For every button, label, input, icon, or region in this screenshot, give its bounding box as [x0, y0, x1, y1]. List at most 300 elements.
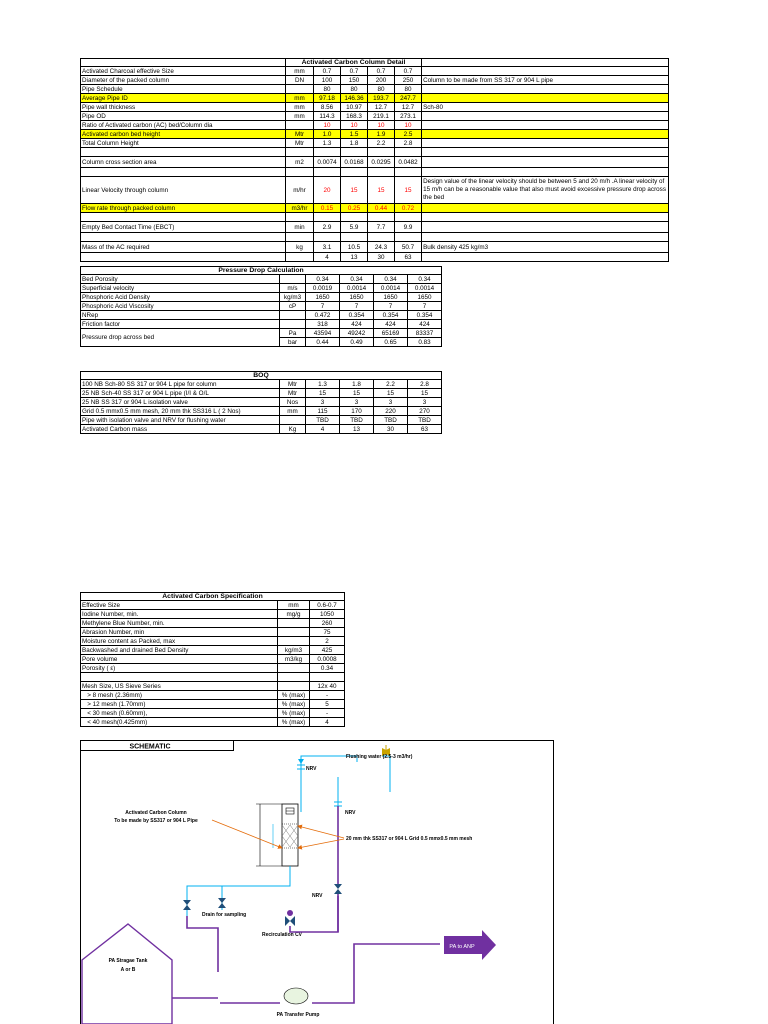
detail-row — [81, 85, 669, 94]
detail-value: 80 — [395, 85, 422, 94]
detail-unit: DN — [286, 76, 314, 85]
pressure-unit: m/s — [280, 284, 306, 293]
detail-value: 2.9 — [314, 222, 341, 233]
boq-unit: mm — [280, 407, 306, 416]
transfer-pump-icon — [284, 988, 308, 1004]
detail-unit: mm — [286, 94, 314, 103]
detail-value: 150 — [341, 76, 368, 85]
spec-value: 12x 40 — [310, 682, 345, 691]
pressure-unit: cP — [280, 302, 306, 311]
spec-label — [81, 673, 278, 682]
spec-unit: % (max) — [278, 709, 310, 718]
boq-label: 100 NB Sch-80 SS 317 or 904 L pipe for column — [81, 380, 280, 389]
detail-label — [81, 233, 286, 242]
schematic-title: SCHEMATIC — [129, 743, 171, 751]
column-label-2: To be made by SS317 or 904 L Pipe — [114, 818, 198, 824]
pressure-label: Phosphoric Acid Viscosity — [81, 302, 280, 311]
spec-value: 0.6-0.7 — [310, 601, 345, 610]
detail-value: 250 — [395, 76, 422, 85]
detail-note — [422, 85, 669, 94]
pressure-row — [81, 302, 442, 311]
detail-value: 193.7 — [368, 94, 395, 103]
pressure-value: 424 — [374, 320, 408, 329]
detail-label: Linear Velocity through column — [81, 177, 286, 204]
pressure-value: 0.0019 — [306, 284, 340, 293]
pressure-value: 0.34 — [408, 275, 442, 284]
boq-value: 15 — [374, 389, 408, 398]
detail-note — [422, 213, 669, 222]
spec-value: 425 — [310, 646, 345, 655]
spec-row — [81, 700, 345, 709]
pressure-value: 0.34 — [374, 275, 408, 284]
tank-label-1: PA Stragae Tank — [108, 958, 148, 964]
detail-value: 114.3 — [314, 112, 341, 121]
detail-unit: min — [286, 222, 314, 233]
pressure-value: 318 — [306, 320, 340, 329]
detail-value: 10 — [314, 121, 341, 130]
spec-value: 1050 — [310, 610, 345, 619]
spec-unit — [278, 673, 310, 682]
detail-note — [422, 253, 669, 262]
carbon-specification-table — [80, 592, 345, 727]
spec-value: - — [310, 691, 345, 700]
detail-value: 63 — [395, 253, 422, 262]
boq-value: 2.2 — [374, 380, 408, 389]
detail-value: 0.7 — [368, 67, 395, 76]
detail-value — [368, 213, 395, 222]
pressure-row — [81, 284, 442, 293]
detail-unit — [286, 85, 314, 94]
detail-value: 0.0168 — [341, 157, 368, 168]
detail-value: 247.7 — [395, 94, 422, 103]
pressure-value: 7 — [374, 302, 408, 311]
detail-value — [341, 148, 368, 157]
detail-value — [314, 168, 341, 177]
pressure-value: 0.354 — [408, 311, 442, 320]
detail-unit: m/hr — [286, 177, 314, 204]
detail-value — [368, 168, 395, 177]
detail-value: 5.9 — [341, 222, 368, 233]
inlet-valve-icon — [183, 900, 191, 910]
nrv-lower-icon — [334, 884, 342, 894]
detail-unit: Mtr — [286, 139, 314, 148]
schematic-diagram — [80, 740, 554, 1024]
pressure-drop-pa-value: 43594 — [306, 329, 340, 338]
boq-table — [80, 371, 442, 434]
boq-value: 30 — [374, 425, 408, 434]
detail-value: 10.5 — [341, 242, 368, 253]
detail-value: 0.0074 — [314, 157, 341, 168]
boq-value: 3 — [306, 398, 340, 407]
pressure-value: 424 — [408, 320, 442, 329]
pressure-unit — [280, 311, 306, 320]
spec-label: > 12 mesh (1.70mm) — [81, 700, 278, 709]
detail-unit: m2 — [286, 157, 314, 168]
detail-label: Column cross section area — [81, 157, 286, 168]
spec-unit: % (max) — [278, 691, 310, 700]
detail-value: 168.3 — [341, 112, 368, 121]
boq-value: 15 — [306, 389, 340, 398]
pressure-value: 0.34 — [340, 275, 374, 284]
pressure-row — [81, 293, 442, 302]
detail-value: 9.9 — [395, 222, 422, 233]
spec-value: 4 — [310, 718, 345, 727]
spec-row — [81, 655, 345, 664]
detail-row — [81, 94, 669, 103]
detail-note: Sch-80 — [422, 103, 669, 112]
detail-value: 50.7 — [395, 242, 422, 253]
spec-row — [81, 619, 345, 628]
pressure-value: 0.34 — [306, 275, 340, 284]
detail-value — [395, 213, 422, 222]
detail-row — [81, 103, 669, 112]
spec-label: Effective Size — [81, 601, 278, 610]
spec-row — [81, 601, 345, 610]
detail-value: 0.7 — [314, 67, 341, 76]
detail-label: Pipe Schedule — [81, 85, 286, 94]
detail-title-spacer — [81, 59, 286, 67]
detail-value: 10 — [341, 121, 368, 130]
detail-value — [341, 213, 368, 222]
detail-row — [81, 76, 669, 85]
detail-note — [422, 121, 669, 130]
pressure-drop-bar-value: 0.49 — [340, 338, 374, 347]
detail-value: 1.8 — [341, 139, 368, 148]
detail-row — [81, 157, 669, 168]
pressure-value: 0.354 — [374, 311, 408, 320]
pressure-drop-unit-pa: Pa — [280, 329, 306, 338]
column-label-1: Activated Carbon Column — [125, 810, 187, 816]
spec-row — [81, 709, 345, 718]
boq-value: 2.8 — [408, 380, 442, 389]
detail-unit — [286, 233, 314, 242]
spec-unit: mm — [278, 601, 310, 610]
dimension-lines — [256, 804, 282, 866]
detail-row — [81, 139, 669, 148]
spec-unit: m3/kg — [278, 655, 310, 664]
spec-label: Pore volume — [81, 655, 278, 664]
boq-value: 13 — [340, 425, 374, 434]
detail-row — [81, 213, 669, 222]
boq-label: 25 NB Sch-40 SS 317 or 904 L pipe (I/I & O/L — [81, 389, 280, 398]
detail-value: 15 — [395, 177, 422, 204]
detail-row — [81, 168, 669, 177]
pressure-drop-table — [80, 266, 442, 347]
detail-unit — [286, 168, 314, 177]
detail-unit: kg — [286, 242, 314, 253]
detail-value: 10 — [368, 121, 395, 130]
boq-value: 15 — [340, 389, 374, 398]
spec-label: < 40 mesh(0.425mm) — [81, 718, 278, 727]
spec-unit — [278, 682, 310, 691]
detail-value: 146.36 — [341, 94, 368, 103]
pressure-row — [81, 320, 442, 329]
spec-value: 75 — [310, 628, 345, 637]
spec-unit — [278, 664, 310, 673]
detail-value: 80 — [368, 85, 395, 94]
boq-row — [81, 398, 442, 407]
pressure-unit — [280, 275, 306, 284]
boq-value: 15 — [408, 389, 442, 398]
detail-note — [422, 168, 669, 177]
pressure-drop-bar-value: 0.44 — [306, 338, 340, 347]
pressure-value: 1650 — [408, 293, 442, 302]
detail-label: Empty Bed Contact Time (EBCT) — [81, 222, 286, 233]
boq-title-row — [81, 372, 442, 380]
recirculation-valve-icon — [285, 910, 295, 926]
spec-value: 260 — [310, 619, 345, 628]
spec-label: Porosity ( ε) — [81, 664, 278, 673]
pressure-drop-pa-row — [81, 329, 442, 338]
pump-label: PA Transfer Pump — [276, 1012, 320, 1018]
detail-row — [81, 177, 669, 204]
detail-label — [81, 213, 286, 222]
spec-row — [81, 673, 345, 682]
pressure-drop-label: Pressure drop across bed — [81, 329, 280, 347]
detail-value: 24.3 — [368, 242, 395, 253]
detail-row — [81, 253, 669, 262]
detail-note — [422, 94, 669, 103]
detail-value: 30 — [368, 253, 395, 262]
detail-value: 273.1 — [395, 112, 422, 121]
spec-label: Backwashed and drained Bed Density — [81, 646, 278, 655]
pressure-title: Pressure Drop Calculation — [81, 267, 442, 275]
boq-unit: Kg — [280, 425, 306, 434]
boq-value: 1.8 — [340, 380, 374, 389]
detail-value: 12.7 — [368, 103, 395, 112]
spec-label: Moisture content as Packed, max — [81, 637, 278, 646]
boq-value: 170 — [340, 407, 374, 416]
spec-label: Abrasion Number, min — [81, 628, 278, 637]
detail-value — [341, 233, 368, 242]
detail-value — [314, 213, 341, 222]
detail-note — [422, 222, 669, 233]
boq-value: TBD — [408, 416, 442, 425]
detail-value: 4 — [314, 253, 341, 262]
boq-value: 220 — [374, 407, 408, 416]
detail-value: 0.72 — [395, 204, 422, 213]
boq-unit: Mtr — [280, 380, 306, 389]
drain-label: Drain for sampling — [202, 912, 247, 918]
pressure-drop-pa-value: 49242 — [340, 329, 374, 338]
detail-value: 2.8 — [395, 139, 422, 148]
pressure-row — [81, 311, 442, 320]
boq-label: 25 NB SS 317 or 904 L isolation valve — [81, 398, 280, 407]
spec-value: 2 — [310, 637, 345, 646]
boq-value: 3 — [374, 398, 408, 407]
pressure-title-row — [81, 267, 442, 275]
pressure-value: 1650 — [306, 293, 340, 302]
spec-value: - — [310, 709, 345, 718]
detail-value: 0.0295 — [368, 157, 395, 168]
detail-label: Flow rate through packed column — [81, 204, 286, 213]
detail-value: 10 — [395, 121, 422, 130]
detail-title-spacer-right — [422, 59, 669, 67]
pressure-drop-bar-value: 0.83 — [408, 338, 442, 347]
pressure-label: Phosphoric Acid Density — [81, 293, 280, 302]
pressure-label: NRep — [81, 311, 280, 320]
boq-row — [81, 389, 442, 398]
detail-label: Activated carbon bed height — [81, 130, 286, 139]
detail-label: Pipe wall thickness — [81, 103, 286, 112]
spec-unit: % (max) — [278, 700, 310, 709]
detail-row — [81, 67, 669, 76]
spec-value — [310, 673, 345, 682]
spec-label: Methylene Blue Number, min. — [81, 619, 278, 628]
boq-label: Grid 0.5 mmx0.5 mm mesh, 20 mm thk SS316 L ( 2 Nos) — [81, 407, 280, 416]
spec-unit — [278, 628, 310, 637]
boq-value: TBD — [374, 416, 408, 425]
boq-row — [81, 425, 442, 434]
detail-row — [81, 130, 669, 139]
detail-value: 80 — [341, 85, 368, 94]
pressure-value: 0.472 — [306, 311, 340, 320]
detail-value: 1.5 — [341, 130, 368, 139]
detail-value: 0.0482 — [395, 157, 422, 168]
spec-row — [81, 664, 345, 673]
column-annotation-line — [212, 820, 282, 848]
detail-value: 1.9 — [368, 130, 395, 139]
pressure-unit — [280, 320, 306, 329]
detail-unit: mm — [286, 67, 314, 76]
spec-row — [81, 682, 345, 691]
detail-label: Activated Charcoal effective Size — [81, 67, 286, 76]
grid-label: 20 mm thk SS317 or 904 L Grid 0.5 mmx0.5 mm mesh — [346, 836, 473, 842]
spec-row — [81, 628, 345, 637]
pressure-value: 0.354 — [340, 311, 374, 320]
tank-label-2: A or B — [120, 967, 136, 973]
boq-unit: Nos — [280, 398, 306, 407]
boq-value: 4 — [306, 425, 340, 434]
spec-value: 0.34 — [310, 664, 345, 673]
boq-row — [81, 407, 442, 416]
detail-value — [314, 233, 341, 242]
detail-label — [81, 253, 286, 262]
detail-label: Ratio of Activated carbon (AC) bed/Column dia — [81, 121, 286, 130]
detail-unit: m3/hr — [286, 204, 314, 213]
spec-unit: kg/m3 — [278, 646, 310, 655]
boq-label: Activated Carbon mass — [81, 425, 280, 434]
spec-label: Iodine Number, min. — [81, 610, 278, 619]
boq-unit: Mtr — [280, 389, 306, 398]
detail-value: 200 — [368, 76, 395, 85]
spec-value: 5 — [310, 700, 345, 709]
pressure-value: 7 — [306, 302, 340, 311]
detail-value: 0.25 — [341, 204, 368, 213]
detail-title: Activated Carbon Column Detail — [286, 59, 422, 67]
detail-value: 0.15 — [314, 204, 341, 213]
spec-label: > 8 mesh (2.36mm) — [81, 691, 278, 700]
detail-row — [81, 204, 669, 213]
detail-label: Average Pipe ID — [81, 94, 286, 103]
detail-title-row — [81, 59, 669, 67]
grid-annotation-line-1 — [298, 826, 344, 838]
detail-note: Bulk density 425 kg/m3 — [422, 242, 669, 253]
detail-value: 13 — [341, 253, 368, 262]
detail-value — [395, 233, 422, 242]
detail-value: 20 — [314, 177, 341, 204]
pressure-drop-unit-bar: bar — [280, 338, 306, 347]
boq-value: 3 — [340, 398, 374, 407]
pressure-value: 7 — [340, 302, 374, 311]
spec-title: Activated Carbon Specification — [81, 593, 345, 601]
flushing-water-label: Flushing water (2.5-3 m3/hr) — [346, 754, 413, 760]
detail-value: 0.7 — [341, 67, 368, 76]
detail-value — [368, 148, 395, 157]
activated-carbon-column-icon — [282, 804, 298, 866]
detail-row — [81, 233, 669, 242]
detail-value — [341, 168, 368, 177]
boq-value: 1.3 — [306, 380, 340, 389]
pressure-value: 1650 — [340, 293, 374, 302]
detail-note — [422, 148, 669, 157]
pressure-value: 0.0014 — [374, 284, 408, 293]
detail-note: Column to be made from SS 317 or 904 L pipe — [422, 76, 669, 85]
storage-tank-icon — [82, 924, 172, 1024]
detail-value — [314, 148, 341, 157]
boq-title: BOQ — [81, 372, 442, 380]
boq-value: 3 — [408, 398, 442, 407]
pressure-drop-pa-value: 83337 — [408, 329, 442, 338]
spec-unit: % (max) — [278, 718, 310, 727]
detail-note — [422, 130, 669, 139]
nrv-top-label: NRV — [306, 766, 317, 772]
detail-value: 12.7 — [395, 103, 422, 112]
spec-label: < 30 mesh (0.60mm), — [81, 709, 278, 718]
boq-value: 63 — [408, 425, 442, 434]
detail-label — [81, 168, 286, 177]
detail-value: 7.7 — [368, 222, 395, 233]
detail-label: Diameter of the packed column — [81, 76, 286, 85]
detail-note — [422, 139, 669, 148]
detail-row — [81, 222, 669, 233]
detail-value: 15 — [341, 177, 368, 204]
spec-unit — [278, 619, 310, 628]
detail-unit — [286, 121, 314, 130]
detail-value: 0.7 — [395, 67, 422, 76]
detail-value: 97.18 — [314, 94, 341, 103]
detail-value: 100 — [314, 76, 341, 85]
boq-row — [81, 380, 442, 389]
boq-value: 115 — [306, 407, 340, 416]
sampling-valve-icon — [218, 898, 226, 908]
detail-value: 2.5 — [395, 130, 422, 139]
detail-value: 1.3 — [314, 139, 341, 148]
detail-label: Pipe OD — [81, 112, 286, 121]
detail-value: 8.56 — [314, 103, 341, 112]
detail-unit: Mtr — [286, 130, 314, 139]
detail-value: 1.0 — [314, 130, 341, 139]
spec-row — [81, 637, 345, 646]
spec-title-row — [81, 593, 345, 601]
detail-note — [422, 157, 669, 168]
pressure-value: 1650 — [374, 293, 408, 302]
spec-unit — [278, 637, 310, 646]
detail-label: Total Column Height — [81, 139, 286, 148]
pressure-label: Superficial velocity — [81, 284, 280, 293]
detail-label — [81, 148, 286, 157]
detail-unit — [286, 253, 314, 262]
spec-row — [81, 718, 345, 727]
detail-unit — [286, 213, 314, 222]
pressure-row — [81, 275, 442, 284]
detail-unit — [286, 148, 314, 157]
pressure-value: 424 — [340, 320, 374, 329]
boq-value: TBD — [340, 416, 374, 425]
spec-value: 0.0008 — [310, 655, 345, 664]
spec-row — [81, 691, 345, 700]
recirculation-label: Recirculation CV — [262, 932, 303, 938]
